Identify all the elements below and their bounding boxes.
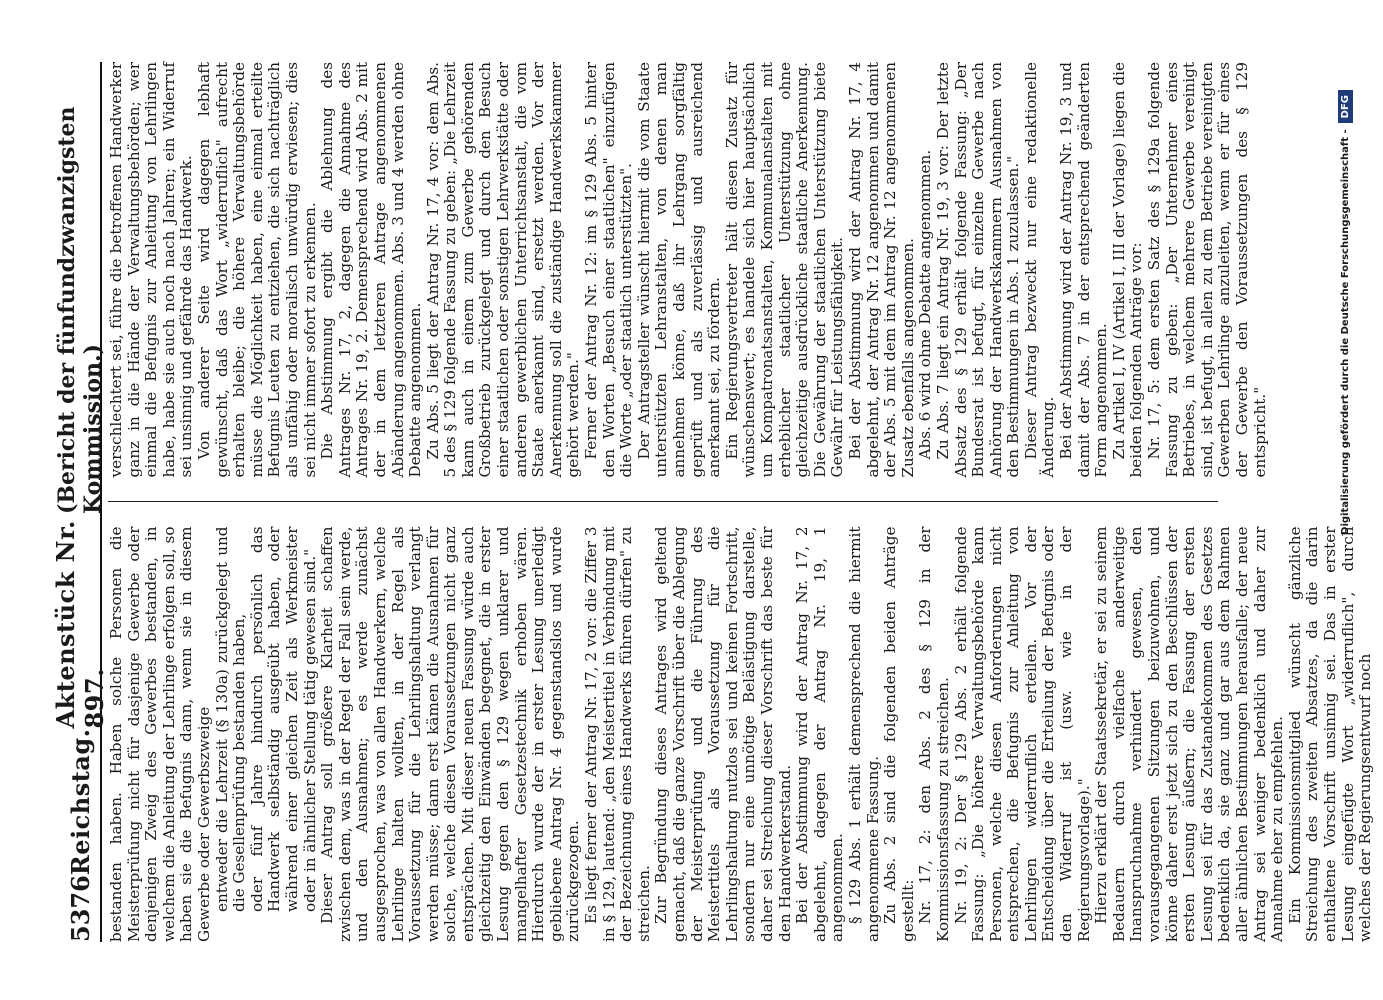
document-subtitle: (Bericht der fünfundzwanzigsten Kommission.) bbox=[54, 106, 106, 515]
left-column bbox=[107, 526, 1375, 943]
paragraph: Zu Abs. 7 liegt ein Antrag Nr. 19, 3 vor: Der letzte Absatz des § 129 erhält folgende Fassung: „Der Bundesrat ist befugt, für einzelne Gewerbe nach Anhörung der Handwerkskammern Ausnahmen von den Bestimmungen in Abs. 1 zuzulassen." bbox=[933, 62, 1023, 478]
paragraph: Es liegt ferner der Antrag Nr. 17, 2 vor: die Ziffer 3 in § 129, lautend: „den Meistertitel in Verbindung mit der Bezeichnung eines Handwerks führen dürfen" zu streichen. bbox=[582, 526, 653, 942]
paragraph: entweder die Lehrzeit (§ 130a) zurückgelegt und die Gesellenprüfung bestanden haben, bbox=[212, 526, 249, 912]
paragraph: Der Antragsteller wünscht hiermit die vom Staate unterstützten Lehranstalten, von denen man annehmen könne, daß ihr Lehrgang sorgfältig geprüft und als zuverlässig und ausreichend anerkannt sei, zu fördern. bbox=[634, 62, 724, 478]
paragraph: Von anderer Seite wird dagegen lebhaft gewünscht, daß das Wort „widerruflich" aufrecht erhalten bleibe; die höhere Verwaltungsbehörde müsse die Möglichkeit haben, eine einmal erteilte Befugnis Leuten zu entziehen, die sich nachträglich als unfähig oder moralisch unwürdig erwiesen; dies sei nicht immer sofort zu erkennen. bbox=[194, 62, 319, 478]
paragraph: Bei der Abstimmung wird der Antrag Nr. 19, 3 und damit der Abs. 7 in der entsprechend geänderten Form angenommen. bbox=[1057, 62, 1111, 478]
credit-text: Digitalisierung gefördert durch die Deutsche Forschungsgemeinschaft - bbox=[1339, 129, 1351, 535]
paragraph: Nr. 17, 2: den Abs. 2 des § 129 in der Kommissionsfassung zu streichen. bbox=[916, 526, 952, 942]
paragraph: Die Abstimmung ergibt die Ablehnung des Antrages Nr. 17, 2, dagegen die Annahme des Antrages Nr. 19, 2. Demensprechend wird Abs. 2 mit der in dem letzteren Antrage angenommenen Abänderung angenommen. Abs. 3 und 4 werden ohne Debatte angenommen. bbox=[318, 62, 425, 478]
column-divider bbox=[108, 502, 1218, 503]
section-title: Reichstag. bbox=[65, 728, 95, 876]
paragraph: Zu Abs. 5 liegt der Antrag Nr. 17, 4 vor: dem Abs. 5 des § 129 folgende Fassung zu geben: „Die Lehrzeit kann auch in einem zum Gewerbe gehörenden Großbetrieb zurückgelegt und durch den Besuch einer staatlichen oder sonstigen Lehrwerkstätte oder anderen gewerblichen Unterrichtsanstalt, die vom Staate anerkannt sind, ersetzt werden. Vor der Anerkennung soll die zuständige Handwerkskammer gehört werden." bbox=[423, 62, 583, 478]
paragraph: Ferner der Antrag Nr. 12: im § 129 Abs. 5 hinter den Worten „Besuch einer staatlichen" einzufügen die Worte „oder staatlich unterstützten". bbox=[582, 62, 636, 478]
paragraph: Bei der Abstimmung wird der Antrag Nr. 17, 4 abgelehnt, der Antrag Nr. 12 angenommen und damit der Abs. 5 mit dem im Antrag Nr. 12 angenommenen Zusatz ebenfalls angenommen. bbox=[845, 62, 917, 478]
paragraph: Zu Artikel I, IV (Artikel I, III der Vorlage) liegen die beiden folgenden Anträge vor: bbox=[1109, 62, 1146, 478]
paragraph: Dieser Antrag bezweckt nur eine redaktionelle Änderung. bbox=[1021, 62, 1058, 478]
paragraph: Abs. 6 wird ohne Debatte angenommen. bbox=[916, 149, 935, 460]
paragraph: Hierzu erklärt der Staatssekretär, er sei zu seinem Bedauern durch vielfache anderweitige Inanspruchnahme verhindert gewesen, den vorausgegangenen Sitzungen beizuwohnen, und könne daher erst jetzt sich zu den Beschlüssen der ersten Lesung äußern; die Fassung der ersten Lesung sei für das Zustandekommen des Gesetzes bedenklich da, sie ganz und gar aus dem Rahmen aller ähnlichen Bestimmungen herausfalle; der neue Antrag sei weniger bedenklich und daher zur Annahme eher zu empfehlen. bbox=[1092, 526, 1287, 942]
page-header bbox=[51, 62, 109, 942]
document-title: Aktenstück Nr. 897. bbox=[51, 520, 109, 729]
paragraph: Zu Abs. 2 sind die folgenden beiden Anträge gestellt: bbox=[881, 526, 917, 942]
paragraph: oder fünf Jahre hindurch persönlich das Handwerk selbständig ausgeübt haben, oder während einer gleichen Zeit als Werkmeister oder in ähnlicher Stellung tätig gewesen sind." bbox=[247, 526, 319, 912]
paragraph: Dieser Antrag soll größere Klarheit schaffen zwischen dem, was in der Regel der Fall sein werde, und den Ausnahmen; es werde zunächst ausgesprochen, was von allen Handwerkern, welche Lehrlinge halten wollten, in der Regel als Voraussetzung für die Lehrlingshaltung verlangt werden müsse; dann erst kämen die Ausnahmen für solche, welche diesen Voraussetzungen nicht ganz entsprächen. Mit dieser neuen Fassung würde auch gleichzeitig den Einwänden begegnet, die in erster Lesung gegen den § 129 wegen unklarer und mangelhafter Gesetzestechnik erhoben wären. Hierdurch wurde der in erster Lesung unerledigt gebliebene Antrag Nr. 4 gegenstandslos und wurde zurückgezogen. bbox=[318, 526, 583, 942]
paragraph: verschlechtert sei, führe die betroffenen Handwerker ganz in die Hände der Verwaltungsbehörden; wer einmal die Befugnis zur Anleitung von Lehrlingen habe, habe sie auch noch nach Jahren; ein Widerruf sei unsinnig und gefährde das Handwerk. bbox=[107, 62, 196, 478]
digitization-credit bbox=[1330, 90, 1360, 910]
paragraph: bestanden haben. Haben solche Personen die Meisterprüfung nicht für dasjenige Gewerbe oder denjenigen Zweig des Gewerbes bestanden, in welchem die Anleitung der Lehrlinge erfolgen soll, so haben sie die Befugnis dann, wenn sie in diesem Gewerbe oder Gewerbszweige bbox=[107, 526, 213, 942]
paragraph: Ein Regierungsvertreter hält diesen Zusatz für wünschenswert; es handele sich hier hauptsächlich um Kompatronatsanstalten, Kommunalanstalten mit erheblicher staatlicher Unterstützung ohne gleichzeitige ausdrückliche staatliche Anerkennung. Die Gewährung der staatlichen Unterstützung biete Gewähr für Leistungsfähigkeit. bbox=[722, 62, 847, 478]
dfg-logo: DFG bbox=[1338, 90, 1353, 123]
page-number: 5376 bbox=[65, 875, 95, 942]
paragraph: Nr. 17, 5: dem ersten Satz des § 129a folgende Fassung zu geben: „Der Unternehmer eines Betriebes, in welchem mehrere Gewerbe vereinigt sind, ist befugt, in allen zu dem Betriebe vereinigten Gewerben Lehrlinge anzuleiten, wenn er für eines der Gewerbe den Voraussetzungen des § 129 entspricht." bbox=[1145, 62, 1269, 478]
paragraph: Zur Begründung dieses Antrages wird geltend gemacht, daß die ganze Vorschrift über die Ablegung der Meisterprüfung und die Führung des Meistertitels als Voraussetzung für die Lehrlingshaltung nutzlos sei und keinen Fortschritt, sondern nur eine unnötige Belästigung darstelle, daher sei Streichung dieser Vorschrift das beste für den Handwerkerstand. bbox=[652, 526, 794, 942]
right-column bbox=[107, 62, 1269, 478]
paragraph: Nr. 19, 2: Der § 129 Abs. 2 erhält folgende Fassung: „Die höhere Verwaltungsbehörde kann Personen, welche diesen Anforderungen nicht entsprechen, die Befugnis zur Anleitung von Lehrlingen widerruflich erteilen. Vor der Entscheidung über die Erteilung der Befugnis oder den Widerruf ist (usw. wie in der Regierungsvorlage)." bbox=[951, 526, 1093, 942]
paragraph: § 129 Abs. 1 erhält demensprechend die hiermit angenommene Fassung. bbox=[845, 526, 882, 942]
paragraph: Bei der Abstimmung wird der Antrag Nr. 17, 2 abgelehnt, dagegen der Antrag Nr. 19, 1 angenommen. bbox=[793, 526, 847, 942]
paragraph: Ein Kommissionsmitglied wünscht gänzliche Streichung des zweiten Absatzes, da die darin enthaltene Vorschrift unsinnig sei. Das in erster Lesung eingefügte Wort „widerruflich", durch welches der Regierungsentwurf noch bbox=[1285, 526, 1375, 942]
